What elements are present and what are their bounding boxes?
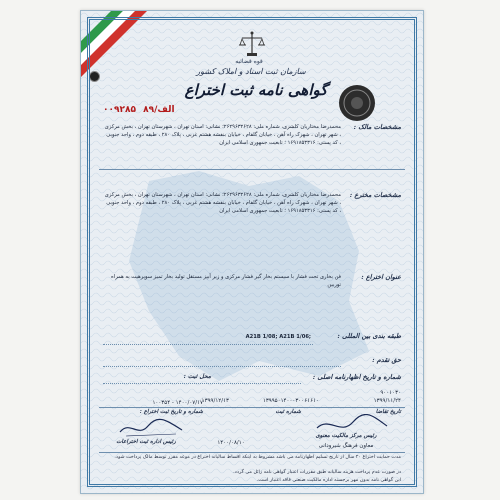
left-signer-title: رئیس اداره ثبت اختراعات bbox=[116, 439, 176, 445]
divider bbox=[99, 169, 405, 170]
issue-value: ۱۴۰۰/۰۷/۱۷ - ۱۰۰۳۵۴ bbox=[152, 400, 203, 406]
priority-label: حق تقدم : bbox=[372, 356, 401, 364]
inventor-details: محمدرضا مختاریان کلشری، شماره ملی: ۲۶۲۹۶۳۲۶۲۸؛ نشانی: استان تهران ، شهرستان تهران ، بخش مرکزی ، شهر تهران ، شهرک راه آهن ، خیابان گلفام ، خیابان بنفشه هشتم غربی ، پلاک ۲۸۰ ، طبقه دوم ، واحد جنوبی ، کد پستی: ۱۶۹۱۸۵۳۳۱۶ ؛ تابعیت جمهوری اسلامی ایران bbox=[104, 192, 341, 214]
serial-prefix: الف/۸۹ bbox=[143, 105, 175, 115]
left-signature-icon bbox=[116, 416, 186, 440]
classification-value: A21B 1/08; A21B 1/06; bbox=[245, 334, 311, 340]
filing-label: تاریخ تقاضا bbox=[375, 409, 401, 415]
protection-footnote: مدت حمایت اختراع ۲۰ سال از تاریخ تسلیم اظهارنامه می باشد مشروط به اینکه اقساط سالیانه اختراع در موعد مقرر توسط مالک پرداخت شود. bbox=[114, 455, 401, 460]
registration-label-2: شماره ثبت bbox=[275, 409, 301, 415]
official-seal-icon bbox=[337, 83, 377, 123]
classification-label: طبقه بندی بین المللی : bbox=[337, 332, 401, 340]
scales-of-justice-icon bbox=[237, 31, 267, 57]
right-signer-name: معاون فرهنگ شیرودانی bbox=[318, 443, 374, 449]
certificate-title: گواهی نامه ثبت اختراع bbox=[184, 81, 328, 99]
bottom-note-1: در صورت عدم پرداخت هزینه سالیانه طبق مقررات اعتبار گواهی نامه زائل می گردد. bbox=[233, 470, 401, 475]
emblem-caption: قوه قضائیه bbox=[235, 58, 263, 65]
bottom-note-2: این گواهی نامه بدون مهر برجسته اداره مالکیت صنعتی فاقد اعتبار است. bbox=[256, 478, 401, 483]
inventor-label: مشخصات مخترع : bbox=[349, 191, 401, 199]
serial-number bbox=[103, 105, 183, 115]
invention-title-value: فن بخاری تحت فشار با سیستم بخار گیر فشار مرکزی و زیر آبپز مستقل تولید بخار تمیز سوپرهیت به همراه توربین bbox=[111, 274, 341, 288]
place-label: محل ثبت : bbox=[183, 373, 211, 380]
dotted-line bbox=[103, 383, 301, 384]
right-signer-title: رئیس مرکز مالکیت معنوی bbox=[315, 433, 377, 439]
divider bbox=[99, 452, 405, 453]
issue-label: شماره و تاریخ ثبت اختراع : bbox=[139, 409, 203, 415]
signature-date: ۱۴۰۰/۰۸/۱۰ bbox=[217, 440, 245, 446]
owner-details: محمدرضا مختاریان کلشری، شماره ملی: ۲۶۲۹۶۳۲۶۲۸؛ نشانی: استان تهران ، شهرستان تهران ، بخش مرکزی ، شهر تهران ، شهرک راه آهن ، خیابان گلفام ، خیابان بنفشه هشتم غربی ، پلاک ۲۸۰ ، طبقه دوم ، واحد جنوبی ، کد پستی: ۱۶۹۱۸۵۳۳۱۶ ؛ تابعیت جمهوری اسلامی ایران bbox=[104, 124, 341, 146]
divider bbox=[99, 407, 405, 408]
registration-label: شماره و تاریخ اظهارنامه اصلی : bbox=[312, 373, 401, 381]
invention-title-label: عنوان اختراع : bbox=[361, 273, 401, 281]
dotted-line bbox=[103, 366, 341, 367]
filing-date: ۱۳۹۹/۱۱/۲۴ bbox=[373, 398, 401, 404]
registration-number: ۱۳۹۹۵۰۱۴۰۰۰۳۰۰۶۱۶۱۰ bbox=[262, 398, 319, 404]
registration-date: ۱۳۹۹/۱۲/۱۳ bbox=[201, 398, 229, 404]
serial-number-value: ۰۰۹۲۸۵ bbox=[103, 105, 136, 115]
organization-name: سازمان ثبت اسناد و املاک کشور bbox=[196, 67, 306, 76]
filing-number: ۹۰۰۱۰۳۰ bbox=[380, 390, 401, 396]
certificate-page bbox=[80, 10, 424, 494]
owner-label: مشخصات مالک : bbox=[353, 123, 401, 131]
dotted-line bbox=[103, 344, 313, 345]
